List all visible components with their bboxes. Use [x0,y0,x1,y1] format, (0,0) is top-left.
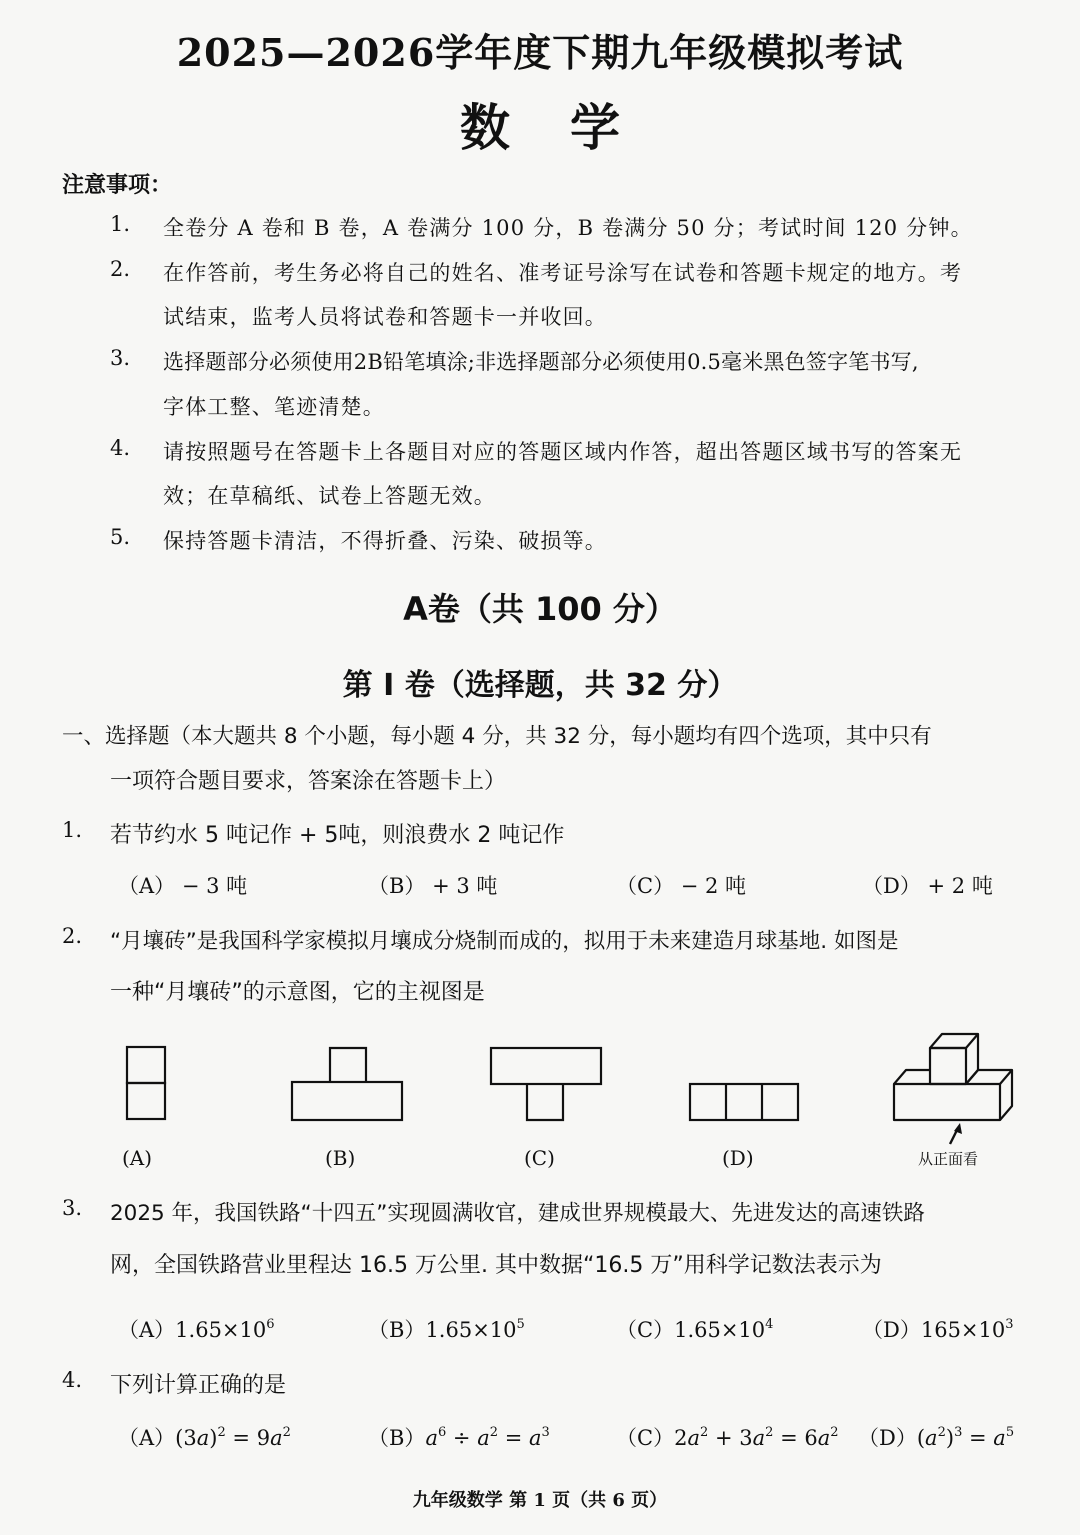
option-d: $(D)165\times 10^3$ [862,1317,1014,1342]
notice-item-number: 4. [110,436,131,460]
question-number: 4. [62,1368,83,1392]
option-b: $(B)a^6 \div a^2 = a^3$ [368,1425,550,1450]
option-a: （A） − 3 吨 [118,874,248,898]
subject-title: 数学 [460,98,680,157]
paper-a-heading: A卷（共 100 分） [403,590,677,628]
figure-d-view [688,1082,802,1122]
question-number: 3. [62,1196,83,1220]
figure-b-view [290,1046,406,1122]
option-a: $(A)1.65\times 10^6$ [118,1317,275,1342]
question-number: 1. [62,818,83,842]
page-footer: 九年级数学 第 1 页（共 6 页） [412,1490,668,1511]
notice-item-text: 字体工整、笔迹清楚。 [163,395,385,419]
notice-item-text: 全卷分 A 卷和 B 卷，A 卷满分 100 分，B 卷满分 50 分；考试时间 120 分钟。 [163,216,973,240]
option-b: （B） + 3 吨 [368,874,498,898]
figure-label-d: (D) [722,1146,754,1170]
notice-item-number: 1. [110,212,131,236]
question-stem: 一种“月壤砖”的示意图，它的主视图是 [110,980,485,1005]
view-direction-caption: 从正面看 [918,1150,979,1168]
question-stem: 若节约水 5 吨记作 + 5吨，则浪费水 2 吨记作 [110,823,565,848]
option-c: （C） − 2 吨 [616,874,747,898]
question-stem: 网，全国铁路营业里程达 16.5 万公里. 其中数据“16.5 万”用科学记数法表示为 [110,1253,882,1278]
notice-item-number: 2. [110,257,131,281]
volume-1-heading: 第 I 卷（选择题，共 32 分） [342,668,738,703]
question-stem: 2025 年，我国铁路“十四五”实现圆满收官，建成世界规模最大、先进发达的高速铁路 [110,1201,925,1226]
notice-item-number: 5. [110,525,131,549]
option-d: （D） + 2 吨 [862,874,993,898]
figure-3d-brick [892,1028,1020,1154]
question-number: 2. [62,924,83,948]
question-stem: 下列计算正确的是 [110,1373,287,1398]
notice-item-number: 3. [110,346,131,370]
exam-title: 2025—2026学年度下期九年级模拟考试 [176,30,904,75]
figure-c-view [489,1046,605,1122]
option-c: $(C)2a^2 + 3a^2 = 6a^2$ [616,1425,839,1450]
question-stem: “月壤砖”是我国科学家模拟月壤成分烧制而成的，拟用于未来建造月球基地. 如图是 [110,929,899,954]
notice-item-text: 效；在草稿纸、试卷上答题无效。 [163,484,496,508]
figure-label-a: (A) [122,1146,153,1170]
notice-item-text: 选择题部分必须使用2B铅笔填涂;非选择题部分必须使用0.5毫米黑色签字笔书写, [163,350,919,374]
notice-item-text: 请按照题号在答题卡上各题目对应的答题区域内作答，超出答题区域书写的答案无 [163,440,963,464]
figure-label-c: (C) [524,1146,555,1170]
notice-heading: 注意事项： [62,173,173,198]
notice-item-text: 在作答前，考生务必将自己的姓名、准考证号涂写在试卷和答题卡规定的地方。考 [163,261,963,285]
option-b: $(B)1.65\times 10^5$ [368,1317,525,1342]
option-d: $(D)(a^2)^3 = a^5$ [858,1425,1015,1450]
figure-label-b: (B) [325,1146,356,1170]
option-c: $(C)1.65\times 10^4$ [616,1317,774,1342]
section-1-instruction: 一项符合题目要求，答案涂在答题卡上） [110,769,507,794]
notice-item-text: 试结束，监考人员将试卷和答题卡一并收回。 [163,305,607,329]
option-a: $(A)(3a)^2 = 9a^2$ [118,1425,291,1450]
figure-a-view [126,1046,168,1122]
section-1-instruction: 一、选择题（本大题共 8 个小题，每小题 4 分，共 32 分，每小题均有四个选项，其中只有 [62,724,932,749]
notice-item-text: 保持答题卡清洁，不得折叠、污染、破损等。 [163,529,607,553]
